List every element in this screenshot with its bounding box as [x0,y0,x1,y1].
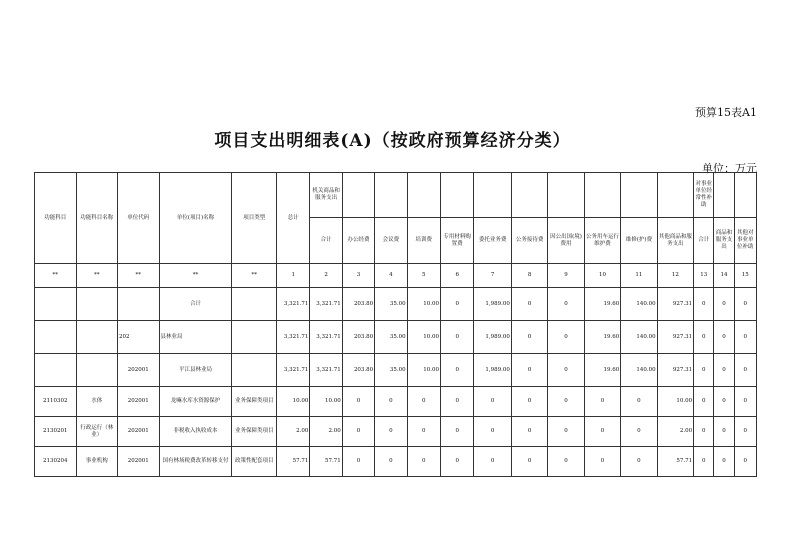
value-cell: 0 [694,354,714,387]
value-cell: 0 [548,354,584,387]
value-cell: 1,989.00 [474,288,511,321]
value-cell: 0 [511,417,547,447]
value-cell: 0 [511,321,547,354]
index-cell: 11 [621,264,657,288]
value-cell: 57.71 [277,447,310,477]
value-cell: 0 [375,417,407,447]
project-type-cell: 业务保障类项目 [232,387,277,417]
value-cell: 0 [694,387,714,417]
value-cell: 0 [694,288,714,321]
value-cell: 3,321.71 [277,288,310,321]
value-cell: 2.00 [277,417,310,447]
func-code-cell [35,288,77,321]
value-cell: 927.31 [657,288,693,321]
value-cell: 0 [342,387,374,417]
func-code-cell: 2110302 [35,387,77,417]
index-cell: 8 [511,264,547,288]
value-cell: 0 [734,354,756,387]
value-cell: 0 [621,417,657,447]
index-cell: ** [232,264,277,288]
table-row [35,354,757,387]
value-cell: 0 [548,288,584,321]
value-cell: 0 [548,417,584,447]
value-cell: 0 [440,354,473,387]
index-cell: 13 [694,264,714,288]
project-type-cell [232,321,277,354]
value-cell: 0 [734,321,756,354]
unit-name-cell: 合计 [159,288,232,321]
value-cell: 3,321.71 [310,354,342,387]
header-sub: 公务接待费 [511,218,547,264]
value-cell: 0 [474,387,511,417]
value-cell: 0 [548,321,584,354]
value-cell: 0 [511,447,547,477]
func-name-cell: 事业机构 [76,447,118,477]
value-cell: 19.60 [584,288,620,321]
value-cell: 0 [511,288,547,321]
value-cell: 203.80 [342,288,374,321]
value-cell: 0 [734,387,756,417]
header-sub: 委托业务费 [474,218,511,264]
header-sub: 办公经费 [342,218,374,264]
header-sub: 因公出国(境)费用 [548,218,584,264]
header-group-goods-services: 机关商品和服务支出 [310,173,342,218]
unit-name-cell: 龙嘛水库水资源保护 [159,387,232,417]
value-cell: 3,321.71 [277,354,310,387]
table-code: 预算15表A1 [695,106,757,119]
header-sub: 维修(护)费 [621,218,657,264]
index-cell: 2 [310,264,342,288]
value-cell: 0 [440,417,473,447]
value-cell: 0 [342,417,374,447]
project-type-cell [232,288,277,321]
value-cell: 35.00 [375,321,407,354]
value-cell: 0 [714,447,734,477]
header-unit-name: 单位(项目)名称 [159,173,232,264]
header-sub: 公务用车运行维护费 [584,218,620,264]
value-cell: 0 [584,447,620,477]
unit-name-cell: 非税收入执收成本 [159,417,232,447]
value-cell: 0 [714,354,734,387]
value-cell: 203.80 [342,354,374,387]
value-cell: 3,321.71 [310,288,342,321]
value-cell: 0 [584,417,620,447]
value-cell: 0 [714,321,734,354]
project-type-cell: 业务保障类项目 [232,417,277,447]
index-cell: 15 [734,264,756,288]
project-type-cell [232,354,277,387]
value-cell: 10.00 [310,387,342,417]
func-name-cell [76,354,118,387]
value-cell: 0 [407,387,440,417]
value-cell: 10.00 [277,387,310,417]
value-cell: 0 [440,321,473,354]
header-row-1 [35,173,757,218]
value-cell: 0 [734,447,756,477]
value-cell: 0 [440,447,473,477]
value-cell: 10.00 [657,387,693,417]
value-cell: 140.00 [621,354,657,387]
func-name-cell [76,288,118,321]
index-cell: 5 [407,264,440,288]
index-cell: 12 [657,264,693,288]
value-cell: 0 [511,354,547,387]
header-project-type: 项目类型 [232,173,277,264]
value-cell: 0 [407,447,440,477]
value-cell: 0 [714,288,734,321]
value-cell: 927.31 [657,321,693,354]
value-cell: 140.00 [621,288,657,321]
header-sub2: 合计 [694,218,714,264]
table-row [35,288,757,321]
value-cell: 19.60 [584,321,620,354]
index-cell: ** [35,264,77,288]
value-cell: 35.00 [375,288,407,321]
table-row [35,417,757,447]
index-cell: 4 [375,264,407,288]
header-group-subsidy: 对事业单位经常性补助 [694,173,714,218]
value-cell: 1,989.00 [474,354,511,387]
unit-name-cell: 平江县林业局 [159,354,232,387]
value-cell: 2.00 [310,417,342,447]
header-unit-code: 单位代码 [118,173,160,264]
value-cell: 0 [584,387,620,417]
value-cell: 0 [694,417,714,447]
header-sub: 其他商品和服务支出 [657,218,693,264]
value-cell: 203.80 [342,321,374,354]
index-cell: 9 [548,264,584,288]
func-name-cell: 水体 [76,387,118,417]
unit-name-cell: 国有林场税费改革转移支付 [159,447,232,477]
header-sub: 专用材料购置费 [440,218,473,264]
unit-code-cell: 202001 [118,447,160,477]
value-cell: 0 [440,288,473,321]
func-code-cell [35,354,77,387]
budget-table [34,172,757,477]
header-sub: 合计 [310,218,342,264]
header-func-name: 功能科目名称 [76,173,118,264]
value-cell: 0 [548,447,584,477]
index-cell: ** [118,264,160,288]
value-cell: 0 [694,321,714,354]
func-code-cell: 2130204 [35,447,77,477]
value-cell: 10.00 [407,321,440,354]
unit-code-cell: 202001 [118,354,160,387]
value-cell: 0 [375,387,407,417]
value-cell: 0 [621,447,657,477]
index-cell: 7 [474,264,511,288]
index-cell: ** [159,264,232,288]
index-cell: 1 [277,264,310,288]
unit-code-cell [118,288,160,321]
index-row [35,264,757,288]
value-cell: 1,989.00 [474,321,511,354]
value-cell: 57.71 [310,447,342,477]
value-cell: 0 [734,417,756,447]
value-cell: 0 [474,447,511,477]
table-row [35,321,757,354]
header-sub: 培训费 [407,218,440,264]
value-cell: 0 [474,417,511,447]
value-cell: 2.00 [657,417,693,447]
value-cell: 10.00 [407,288,440,321]
func-code-cell [35,321,77,354]
unit-code-cell: 202 [118,321,160,354]
header-total: 总计 [277,173,310,264]
value-cell: 19.60 [584,354,620,387]
value-cell: 35.00 [375,354,407,387]
project-type-cell: 政策性配套项目 [232,447,277,477]
value-cell: 0 [548,387,584,417]
value-cell: 0 [375,447,407,477]
value-cell: 3,321.71 [277,321,310,354]
value-cell: 140.00 [621,321,657,354]
index-cell: ** [76,264,118,288]
index-cell: 6 [440,264,473,288]
header-func-code: 功能科目 [35,173,77,264]
table-row [35,447,757,477]
value-cell: 0 [621,387,657,417]
index-cell: 14 [714,264,734,288]
unit-name-cell: 县林业局 [159,321,232,354]
value-cell: 0 [734,288,756,321]
value-cell: 57.71 [657,447,693,477]
func-code-cell: 2130201 [35,417,77,447]
header-sub2: 商品和服务支出 [714,218,734,264]
table-row [35,387,757,417]
value-cell: 10.00 [407,354,440,387]
unit-code-cell: 202001 [118,387,160,417]
unit-label: 单位：万元 [702,162,757,175]
value-cell: 0 [714,417,734,447]
value-cell: 0 [407,417,440,447]
value-cell: 927.31 [657,354,693,387]
unit-code-cell: 202001 [118,417,160,447]
header-sub2: 其他对事业单位补助 [734,218,756,264]
value-cell: 0 [511,387,547,417]
value-cell: 0 [440,387,473,417]
func-name-cell: 行政运行（林业） [76,417,118,447]
func-name-cell [76,321,118,354]
header-sub: 会议费 [375,218,407,264]
value-cell: 3,321.71 [310,321,342,354]
value-cell: 0 [342,447,374,477]
index-cell: 3 [342,264,374,288]
value-cell: 0 [694,447,714,477]
index-cell: 10 [584,264,620,288]
page-title: 项目支出明细表(A)（按政府预算经济分类） [214,131,571,151]
value-cell: 0 [714,387,734,417]
